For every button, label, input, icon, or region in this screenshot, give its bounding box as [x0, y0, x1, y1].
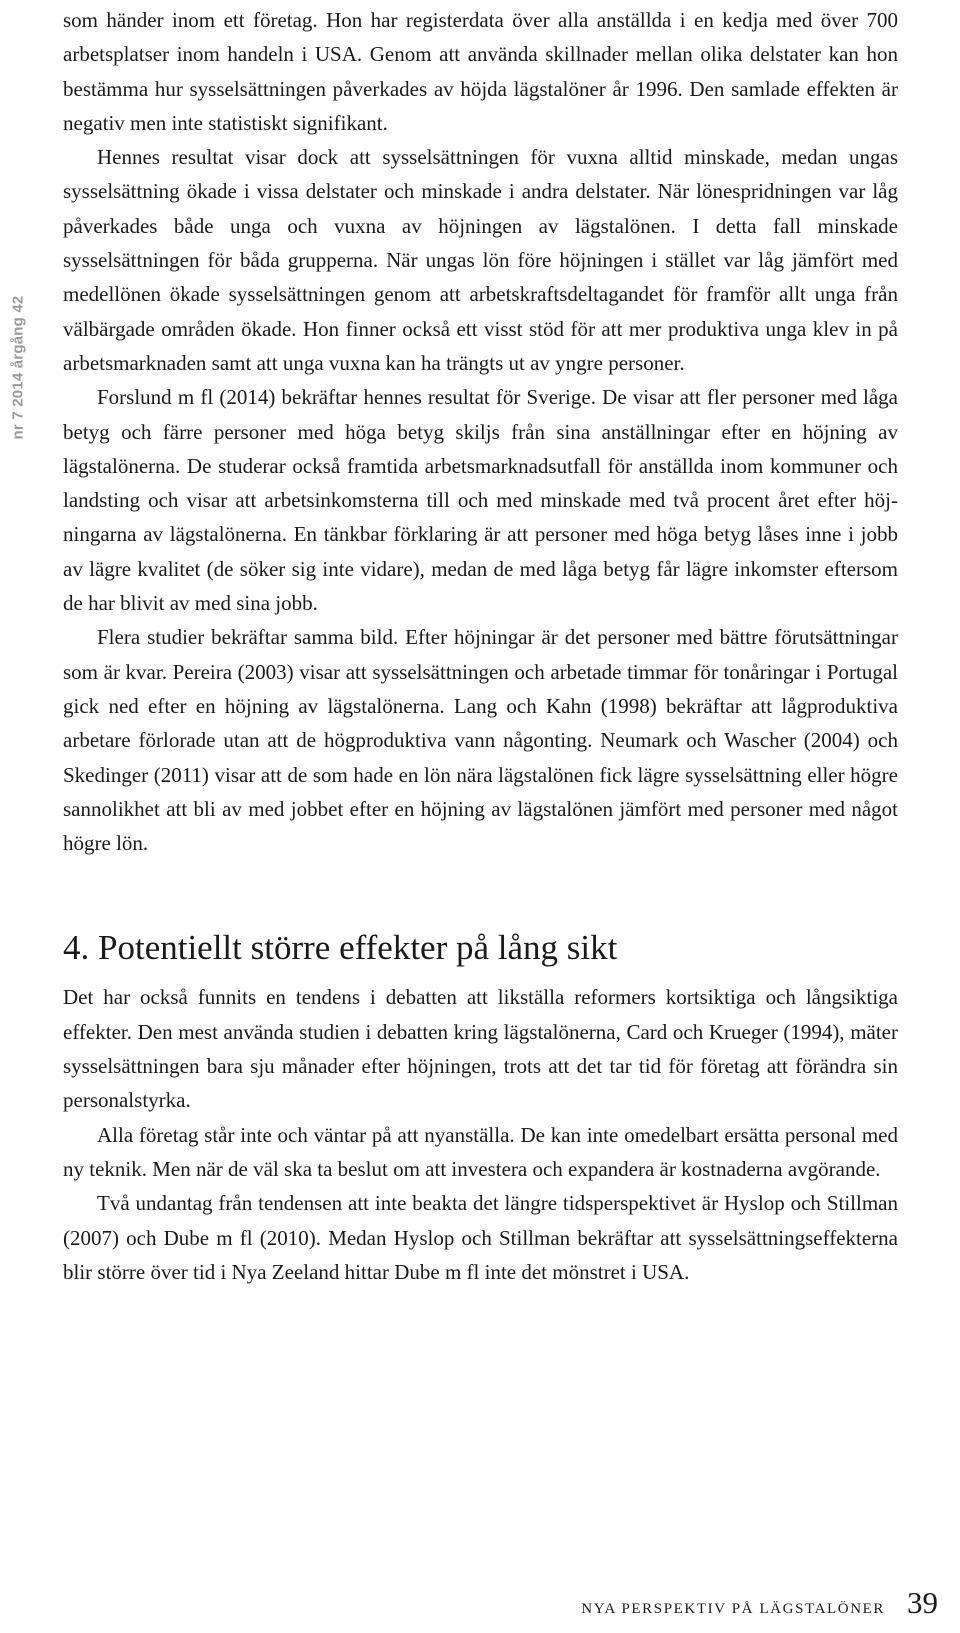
running-title: NYA PERSPEKTIV PÅ LÄGSTALÖNER	[581, 1601, 885, 1617]
section-paragraph-2: Alla företag står inte och väntar på att nyanställa. De kan inte omedelbart ersätta personal med ny teknik. Men när de väl ska ta beslut om att investera och expandera är kostnaderna avgörande.	[63, 1122, 898, 1181]
section-heading: 4. Potentiellt större effekter på lång sikt	[63, 928, 618, 968]
issue-label: nr 7 2014 årgång 42	[9, 295, 27, 440]
page-number: 39	[907, 1585, 938, 1620]
section-paragraph-3: Två undantag från tendensen att inte beakta det längre tidsperspektivet är Hyslop och Stillman (2007) och Dube m fl (2010). Medan Hyslop och Stillman bekräftar att sysselsättningseffekterna blir större över tid i Nya Zeeland hittar Dube m fl inte det mönstret i USA.	[63, 1191, 898, 1284]
issue-sidebar	[4, 255, 32, 480]
page-footer	[581, 1585, 938, 1621]
body-paragraph-1: som händer inom ett företag. Hon har registerdata över alla anställda i en kedja med över 700 arbetsplatser inom handeln i USA. Genom att använda skillnader mellan olika delstater kan hon bestämma hur sysselsättningen påverkades av höjda lägstalöner år 1996. Den samlade effekten är negativ men inte statistiskt signifikant.	[63, 8, 898, 135]
section-paragraph-1: Det har också funnits en tendens i debatten att likställa reformers kortsiktiga och långsiktiga effekter. Den mest använda studien i debatten kring lägstalönerna, Card och Krueger (1994), mäter sysselsättningen bara sju månader efter höjningen, trots att det tar tid för företag att förändra sin personalstyrka.	[63, 985, 898, 1113]
body-paragraph-3: Forslund m fl (2014) bekräftar hennes resultat för Sverige. De visar att fler personer med låga betyg och färre personer med höga betyg skiljs från sina anställningar efter en höjning av lägstalönerna. De studerar också framtida arbetsmarknadsutfall för anställda inom kommuner och landsting och visar att arbetsinkomsterna till och med minskade med två procent året efter höjningarna av lägstalönerna. En tänkbar förklaring är att personer med höga betyg låses inne i jobb av lägre kvalitet (de söker sig inte vidare), medan de med låga betyg får lägre inkomster eftersom de har blivit av med sina jobb.	[63, 385, 898, 616]
body-paragraph-4: Flera studier bekräftar samma bild. Efter höjningar är det personer med bättre förutsättningar som är kvar. Pereira (2003) visar att sysselsättningen och arbetade timmar för tonåringar i Portugal gick ned efter en höjning av lägstalönerna. Lang och Kahn (1998) bekräftar att lågproduktiva arbetare förlorade utan att de högproduktiva vann någonting. Neumark och Wascher (2004) och Skedinger (2011) visar att de som hade en lön nära lägstalönen fick lägre sysselsättning eller högre sannolikhet att bli av med jobbet efter en höjning av lägstalönen jämfört med personer med något högre lön.	[63, 625, 898, 856]
article-body	[63, 3, 898, 1289]
body-paragraph-2: Hennes resultat visar dock att sysselsättningen för vuxna alltid minskade, medan ungas sysselsättning ökade i vissa delstater och minskade i andra delstater. När lönespridningen var låg påverkades både unga och vuxna av höjningen av lägstalönen. I detta fall minskade sysselsättningen för båda grupperna. När ungas lön före höjningen i stället var låg jämfört med medellönen ökade sysselsättningen genom att arbetskraftsdeltagandet för framför allt unga från välbärgade områden ökade. Hon finner också ett visst stöd för att mer produktiva unga klev in på arbetsmarknaden samt att unga vuxna kan ha trängts ut av yngre personer.	[63, 145, 898, 375]
